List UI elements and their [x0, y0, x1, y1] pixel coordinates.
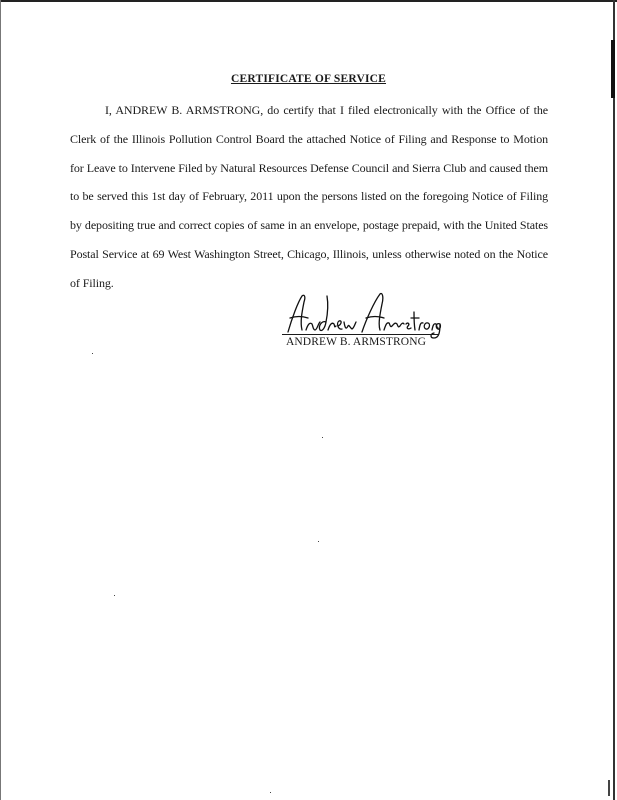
- scan-speck: [114, 595, 115, 596]
- scan-speck: [92, 353, 93, 354]
- scan-speck: [322, 437, 323, 438]
- certificate-body: I, ANDREW B. ARMSTRONG, do certify that I filed electronically with the Office of the Clerk of the Illinois Pollution Control Board the attached Notice of Filing and Response to Motion for Leave to Intervene Filed by Natural Resources Defense Council and Sierra Club and caused them to be served this 1st day of February, 2011 upon the persons listed on the foregoing Notice of Filing by depositing true and correct copies of same in an envelope, postage prepaid, with the United States Postal Service at 69 West Washington Street, Chicago, Illinois, unless otherwise noted on the Notice of Filing.: [70, 103, 548, 290]
- document-title: CERTIFICATE OF SERVICE: [230, 73, 387, 85]
- handwritten-signature: [282, 288, 442, 340]
- scan-speck: [318, 541, 319, 542]
- scan-speck: [270, 792, 271, 793]
- scan-edge-left: [0, 0, 1, 800]
- scan-edge-right: [613, 0, 615, 800]
- signer-name: ANDREW B. ARMSTRONG: [286, 336, 427, 348]
- scan-speck: [608, 780, 610, 796]
- scan-edge-top: [0, 0, 617, 2]
- scan-edge-right-mark: [611, 40, 615, 98]
- signature-line: [282, 334, 438, 335]
